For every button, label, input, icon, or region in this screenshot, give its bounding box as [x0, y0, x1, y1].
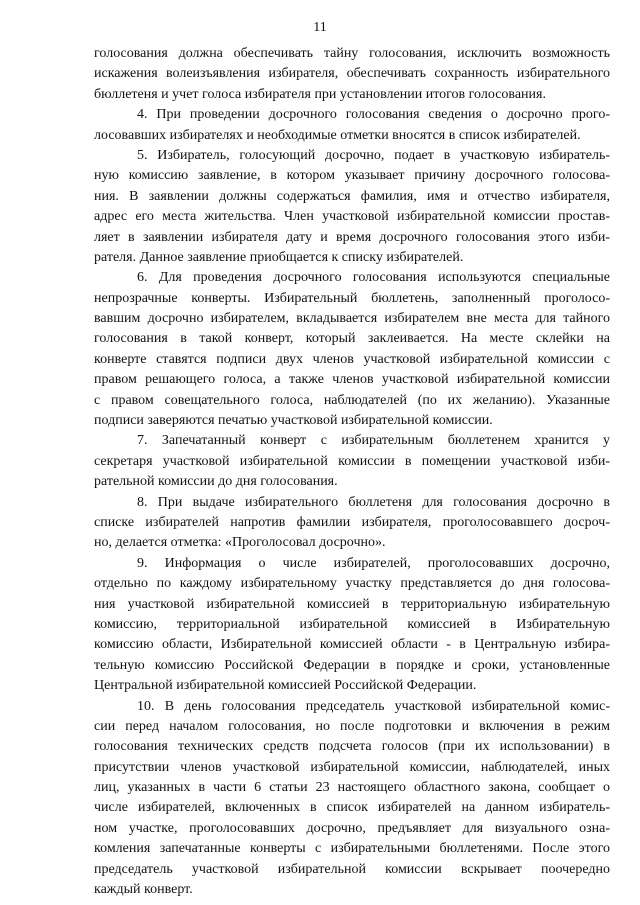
text-line: лиц, указанных в части 6 статьи 23 настоящего областного закона, сообщает о	[94, 780, 610, 796]
text-line: сии перед началом голосования, но после подготовки и включения в режим	[94, 718, 610, 734]
text-line: тельную комиссию Российской Федерации в порядке и сроки, установленные	[94, 657, 610, 673]
text-line: 5. Избиратель, голосующий досрочно, подает в участковую избиратель-	[137, 147, 610, 163]
text-line: 7. Запечатанный конверт с избирательным бюллетенем хранится у	[137, 433, 610, 449]
text-line: комиссию, территориальной избирательной комиссией в Избирательную	[94, 616, 610, 632]
text-line: ляет в заявлении избирателя дату и время досрочного голосования этого изби-	[94, 229, 610, 245]
text-line: вавшим досрочно избирателем, вкладывается избирателем вне места для тайного	[94, 311, 610, 327]
text-line: 6. Для проведения досрочного голосования используются специальные	[137, 270, 610, 286]
text-line: ния участковой избирательной комиссией в территориальную избирательную	[94, 596, 610, 612]
text-line: комиссию области, Избирательной комиссией области - в Центральную избира-	[94, 637, 610, 653]
text-line: но, делается отметка: «Проголосовал досрочно».	[94, 535, 386, 551]
text-line: списке избирателей напротив фамилии избирателя, проголосовавшего досроч-	[94, 514, 610, 530]
text-line: адрес его места жительства. Член участковой избирательной комиссии простав-	[94, 209, 610, 225]
text-line: рательной комиссии до дня голосования.	[94, 474, 338, 490]
text-line: ную комиссию заявление, в котором указывает причину досрочного голосова-	[94, 168, 610, 184]
text-line: с правом совещательного голоса, наблюдателей (по их желанию). Указанные	[94, 392, 610, 408]
text-line: рателя. Данное заявление приобщается к списку избирателей.	[94, 249, 464, 265]
text-line: председатель участковой избирательной комиссии вскрывает поочередно	[94, 861, 610, 877]
text-line: ния. В заявлении должны содержаться фамилия, имя и отчество избирателя,	[94, 188, 610, 204]
text-line: голосования технических средств подсчета голосов (при их использовании) в	[94, 739, 610, 755]
document-body	[94, 44, 610, 900]
text-line: подписи заверяются печатью участковой избирательной комиссии.	[94, 413, 493, 429]
text-line: 4. При проведении досрочного голосования сведения о досрочно прого-	[137, 107, 610, 123]
text-line: лосовавших избирателях и необходимые отметки вносятся в список избирателей.	[94, 127, 581, 143]
text-line: правом решающего голоса, а также членов участковой избирательной комиссии	[94, 372, 610, 388]
text-line: непрозрачные конверты. Избирательный бюллетень, заполненный проголосо-	[94, 290, 610, 306]
text-line: голосования в такой конверт, который заклеивается. На месте склейки на	[94, 331, 610, 347]
page-number: 11	[313, 20, 327, 35]
text-line: секретаря участковой избирательной комиссии в помещении участковой изби-	[94, 453, 610, 469]
text-line: ном участке, проголосовавших досрочно, предъявляет для визуального озна-	[94, 820, 610, 836]
text-line: голосования должна обеспечивать тайну голосования, исключить возможность	[94, 46, 610, 61]
text-line: присутствии членов участковой избирательной комиссии, наблюдателей, иных	[94, 759, 610, 775]
text-line: конверте ставятся подписи двух членов участковой избирательной комиссии с	[94, 351, 610, 367]
text-line: бюллетеня и учет голоса избирателя при установлении итогов голосования.	[94, 86, 546, 102]
text-line: числе избирателей, включенных в список избирателей на данном избиратель-	[94, 800, 610, 816]
text-line: каждый конверт.	[94, 882, 193, 898]
text-line: Центральной избирательной комиссией Российской Федерации.	[94, 678, 477, 694]
text-line: отдельно по каждому избирательному участку представляется до дня голосова-	[94, 576, 610, 592]
text-line: искажения волеизъявления избирателя, обеспечивать сохранность избирательного	[94, 66, 610, 82]
text-line: 8. При выдаче избирательного бюллетеня для голосования досрочно в	[137, 494, 610, 510]
text-line: 9. Информация о числе избирателей, проголосовавших досрочно,	[137, 555, 610, 571]
text-line: 10. В день голосования председатель участковой избирательной комис-	[137, 698, 610, 714]
text-line: комления запечатанные конверты с избирательными бюллетенями. После этого	[94, 841, 610, 857]
